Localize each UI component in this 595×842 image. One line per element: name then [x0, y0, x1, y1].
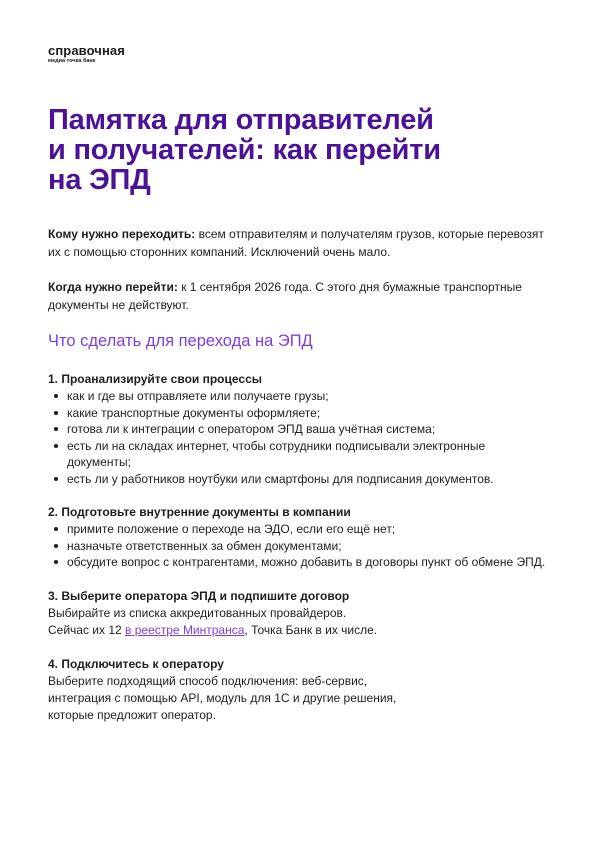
list-item-text: назначьте ответственных за обмен документами;	[67, 538, 342, 553]
list-item-text: как и где вы отправляете или получаете грузы;	[67, 389, 329, 403]
registry-link[interactable]: в реестре Минтранса	[125, 622, 245, 637]
bullet-icon	[54, 477, 58, 481]
intro-who-text: всем отправителям и получателям грузов, которые перевозят их с помощью сторонних компаний. Исключений очень мало.	[48, 227, 544, 259]
list-item	[54, 538, 547, 555]
list-item	[54, 388, 547, 405]
bullet-icon	[54, 444, 58, 448]
step-4-line-2: интеграция с помощью API, модуль для 1С и другие решения,	[48, 690, 397, 705]
step-2-list	[48, 521, 547, 571]
bullet-icon	[54, 544, 58, 548]
intro-when-text: к 1 сентября 2026 года. С этого дня бумажные транспортные документы не действуют.	[48, 280, 522, 312]
page-title: Памятка для отправителей и получателей: как перейти на ЭПД	[48, 104, 441, 196]
bullet-icon	[54, 560, 58, 564]
list-item	[54, 554, 547, 571]
step-3-line-2-after: , Точка Банк в их числе.	[244, 622, 378, 637]
brand-name: справочная	[48, 43, 125, 58]
bullet-icon	[54, 527, 58, 531]
list-item	[54, 405, 547, 422]
list-item-text: примите положение о переходе на ЭДО, если его ещё нет;	[67, 522, 396, 536]
step-2-title: 2. Подготовьте внутренние документы в компании	[48, 505, 351, 519]
step-4-line-3: которые предложит оператор.	[48, 707, 216, 722]
intro-who	[48, 225, 547, 261]
step-2	[48, 504, 547, 571]
step-4-line-1: Выберите подходящий способ подключения: веб-сервис,	[48, 673, 368, 688]
step-4-title: 4. Подключитесь к оператору	[48, 656, 224, 671]
intro-who-label: Кому нужно переходить:	[48, 227, 196, 241]
bullet-icon	[54, 394, 58, 398]
step-3-line-1: Выбирайте из списка аккредитованных провайдеров.	[48, 605, 347, 620]
step-1-title: 1. Проанализируйте свои процессы	[48, 372, 263, 386]
bullet-icon	[54, 411, 58, 415]
list-item	[54, 521, 547, 538]
step-4	[48, 656, 547, 724]
list-item-text: обсудите вопрос с контрагентами, можно добавить в договоры пункт об обмене ЭПД.	[67, 555, 546, 569]
list-item-text: готова ли к интеграции с оператором ЭПД ваша учётная система;	[67, 422, 436, 436]
list-item	[54, 421, 547, 438]
brand-logo	[48, 44, 547, 65]
step-1-list	[48, 388, 547, 487]
intro-when-label: Когда нужно перейти:	[48, 280, 178, 294]
list-item-text: есть ли на складах интернет, чтобы сотрудники подписывали электронные документы;	[67, 438, 486, 469]
list-item	[54, 471, 547, 488]
step-3-line-2	[48, 622, 547, 639]
step-3-line-2-before: Сейчас их 12	[48, 622, 126, 637]
section-title: Что сделать для перехода на ЭПД	[48, 332, 313, 350]
step-3-title: 3. Выберите оператора ЭПД и подпишите договор	[48, 588, 350, 603]
list-item-text: какие транспортные документы оформляете;	[67, 405, 321, 420]
intro-when	[48, 278, 547, 314]
brand-subtitle: медиа точка банк	[48, 58, 96, 64]
bullet-icon	[54, 427, 58, 431]
list-item	[54, 438, 547, 471]
list-item-text: есть ли у работников ноутбуки или смартфоны для подписания документов.	[67, 471, 494, 486]
step-3	[48, 588, 547, 639]
step-1	[48, 371, 547, 487]
